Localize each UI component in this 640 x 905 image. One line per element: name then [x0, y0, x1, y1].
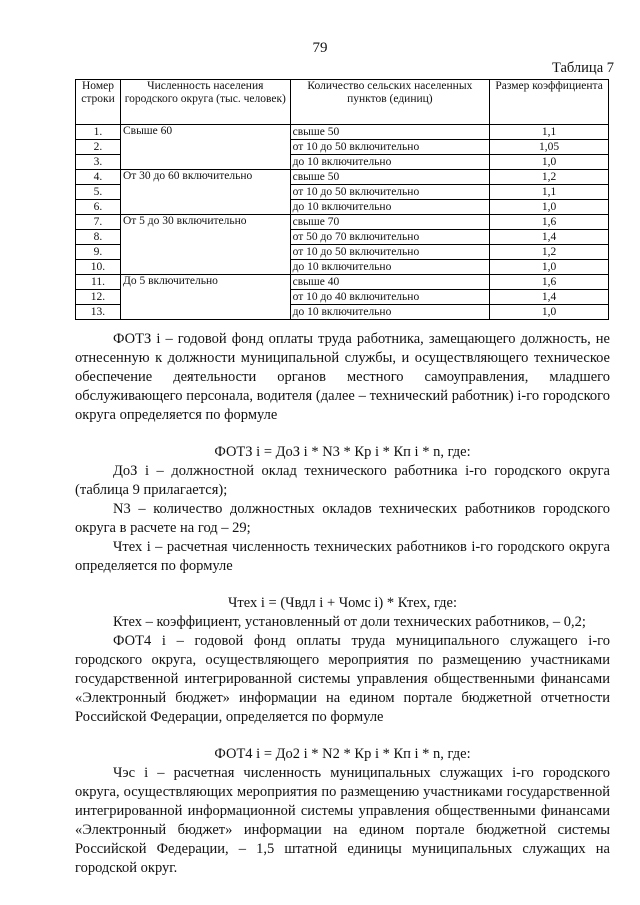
row-number: 4. — [76, 170, 121, 185]
paragraph-kteh: Ктех – коэффициент, установленный от доли технических работников, – 0,2; — [113, 614, 586, 630]
coefficient-cell: 1,1 — [490, 125, 609, 140]
coefficient-cell: 1,0 — [490, 155, 609, 170]
table-row — [76, 170, 609, 185]
coefficient-cell: 1,6 — [490, 275, 609, 290]
coefficient-cell: 1,05 — [490, 140, 609, 155]
row-number: 12. — [76, 290, 121, 305]
paragraph-ches: Чэс i – расчетная численность муниципальных служащих i-го городского округа, осуществляющих мероприятия по размещению участниками государственной интегрированной информационной системы управления общественными финансами «Электронный бюджет» информации на едином портале бюджетной системы Российской Федерации, – 1,5 штатной единицы муниципальных служащих на городской округ. — [75, 765, 610, 876]
settlements-cell: свыше 50 — [290, 125, 490, 140]
header-population: Численность населения городского округа (тыс. человек) — [120, 80, 290, 125]
settlements-cell: свыше 70 — [290, 215, 490, 230]
row-number: 5. — [76, 185, 121, 200]
settlements-cell: до 10 включительно — [290, 200, 490, 215]
coefficient-cell: 1,4 — [490, 230, 609, 245]
row-number: 2. — [76, 140, 121, 155]
table-row — [76, 125, 609, 140]
coefficient-cell: 1,4 — [490, 290, 609, 305]
paragraph-do3: ДоЗ i – должностной оклад технического работника i-го городского округа (таблица 9 прилагается); — [75, 463, 610, 498]
settlements-cell: до 10 включительно — [290, 155, 490, 170]
table-row — [76, 215, 609, 230]
coefficient-cell: 1,2 — [490, 245, 609, 260]
page-number: 79 — [312, 40, 328, 56]
formula-chteh: Чтех i = (Чвдл i + Чомс i) * Ктех, где: — [227, 595, 458, 611]
row-number: 6. — [76, 200, 121, 215]
coefficient-cell: 1,2 — [490, 170, 609, 185]
table-label: Таблица 7 — [551, 60, 614, 76]
body-text — [75, 330, 610, 878]
population-cell: Свыше 60 — [120, 125, 290, 170]
settlements-cell: до 10 включительно — [290, 305, 490, 320]
paragraph-fot3: ФОТЗ i – годовой фонд оплаты труда работника, замещающего должность, не отнесенную к должности муниципальной службы, и осуществляющего техническое обеспечение деятельности органов местного самоуправления, младшего обслуживающего персонала, водителя (далее – технический работник) i-го городского округа определяется по формуле — [75, 331, 610, 423]
paragraph-chteh: Чтех i – расчетная численность технических работников i-го городского округа определяется по формуле — [75, 539, 610, 574]
row-number: 10. — [76, 260, 121, 275]
row-number: 8. — [76, 230, 121, 245]
settlements-cell: от 10 до 50 включительно — [290, 140, 490, 155]
settlements-cell: свыше 40 — [290, 275, 490, 290]
paragraph-fot4: ФОТ4 i – годовой фонд оплаты труда муниципального служащего i-го городского округа, осуществляющего мероприятия по размещению участниками государственной интегрированной системы управления общественными финансами «Электронный бюджет» информации на едином портале бюджетной отчетности Российской Федерации, определяется по формуле — [75, 633, 610, 725]
settlements-cell: от 10 до 40 включительно — [290, 290, 490, 305]
row-number: 1. — [76, 125, 121, 140]
settlements-cell: от 10 до 50 включительно — [290, 185, 490, 200]
coefficient-cell: 1,0 — [490, 260, 609, 275]
settlements-cell: от 10 до 50 включительно — [290, 245, 490, 260]
coefficient-cell: 1,6 — [490, 215, 609, 230]
settlements-cell: от 50 до 70 включительно — [290, 230, 490, 245]
row-number: 3. — [76, 155, 121, 170]
header-coefficient: Размер коэффициента — [490, 80, 609, 125]
population-cell: До 5 включительно — [120, 275, 290, 320]
population-cell: От 5 до 30 включительно — [120, 215, 290, 275]
row-number: 7. — [76, 215, 121, 230]
settlements-cell: свыше 50 — [290, 170, 490, 185]
header-settlements: Количество сельских населенных пунктов (единиц) — [290, 80, 490, 125]
table-row — [76, 275, 609, 290]
row-number: 11. — [76, 275, 121, 290]
row-number: 13. — [76, 305, 121, 320]
coefficient-cell: 1,1 — [490, 185, 609, 200]
coefficient-table — [75, 79, 609, 320]
formula-fot4: ФОТ4 i = До2 i * N2 * Кр i * Кп i * n, где: — [214, 746, 471, 762]
population-cell: От 30 до 60 включительно — [120, 170, 290, 215]
paragraph-n3: N3 – количество должностных окладов технических работников городского округа в расчете на год – 29; — [75, 501, 610, 536]
table-header-row — [76, 80, 609, 125]
settlements-cell: до 10 включительно — [290, 260, 490, 275]
coefficient-cell: 1,0 — [490, 305, 609, 320]
header-row-number: Номер строки — [76, 80, 121, 125]
formula-fot3: ФОТЗ i = ДоЗ i * N3 * Кр i * Кп i * n, где: — [214, 444, 471, 460]
row-number: 9. — [76, 245, 121, 260]
coefficient-cell: 1,0 — [490, 200, 609, 215]
